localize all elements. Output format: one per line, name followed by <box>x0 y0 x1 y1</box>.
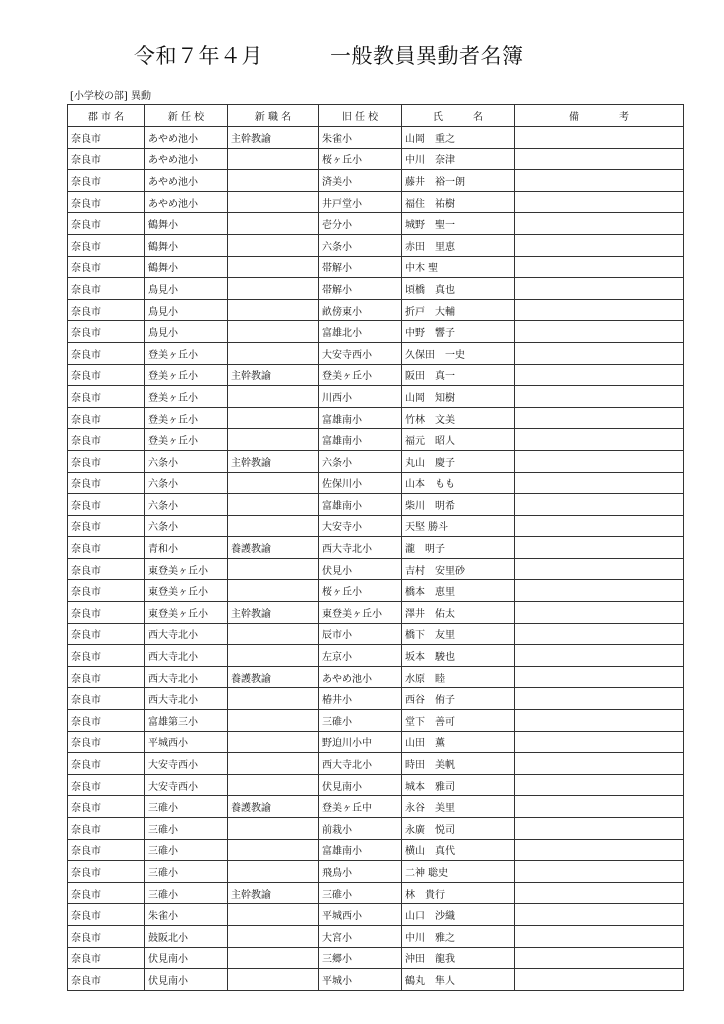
cell-remarks <box>515 969 684 991</box>
cell-district: 奈良市 <box>68 234 145 256</box>
cell-new-position <box>228 407 319 429</box>
cell-new-school: 鼓阪北小 <box>145 925 228 947</box>
cell-previous-school: 壱分小 <box>319 213 402 235</box>
cell-new-school: 鶴舞小 <box>145 256 228 278</box>
cell-district: 奈良市 <box>68 666 145 688</box>
cell-name: 城本 雅司 <box>402 774 515 796</box>
cell-previous-school: 朱雀小 <box>319 127 402 149</box>
cell-district: 奈良市 <box>68 774 145 796</box>
cell-new-school: 鶴舞小 <box>145 234 228 256</box>
cell-remarks <box>515 623 684 645</box>
cell-new-school: 東登美ヶ丘小 <box>145 558 228 580</box>
cell-name: 福元 昭人 <box>402 429 515 451</box>
cell-new-school: 六条小 <box>145 472 228 494</box>
cell-previous-school: 佐保川小 <box>319 472 402 494</box>
cell-remarks <box>515 580 684 602</box>
cell-new-position: 養護教諭 <box>228 796 319 818</box>
cell-name: 永谷 美里 <box>402 796 515 818</box>
cell-new-school: あやめ池小 <box>145 170 228 192</box>
cell-remarks <box>515 774 684 796</box>
cell-new-position <box>228 234 319 256</box>
cell-previous-school: 六条小 <box>319 234 402 256</box>
cell-previous-school: 伏見南小 <box>319 774 402 796</box>
cell-district: 奈良市 <box>68 645 145 667</box>
cell-new-school: 登美ヶ丘小 <box>145 342 228 364</box>
cell-new-position: 養護教諭 <box>228 666 319 688</box>
cell-district: 奈良市 <box>68 386 145 408</box>
cell-new-position <box>228 321 319 343</box>
cell-district: 奈良市 <box>68 688 145 710</box>
cell-district: 奈良市 <box>68 299 145 321</box>
cell-district: 奈良市 <box>68 839 145 861</box>
cell-name: 橋下 友里 <box>402 623 515 645</box>
cell-remarks <box>515 494 684 516</box>
cell-new-position <box>228 774 319 796</box>
cell-remarks <box>515 537 684 559</box>
cell-name: 山岡 重之 <box>402 127 515 149</box>
cell-new-position <box>228 299 319 321</box>
cell-previous-school: 帯解小 <box>319 278 402 300</box>
cell-new-school: 六条小 <box>145 494 228 516</box>
cell-name: 阪田 真一 <box>402 364 515 386</box>
cell-previous-school: 畝傍東小 <box>319 299 402 321</box>
cell-district: 奈良市 <box>68 472 145 494</box>
table-row <box>68 342 684 364</box>
table-row <box>68 645 684 667</box>
cell-remarks <box>515 925 684 947</box>
cell-remarks <box>515 170 684 192</box>
table-row <box>68 321 684 343</box>
cell-new-position <box>228 904 319 926</box>
cell-district: 奈良市 <box>68 796 145 818</box>
cell-previous-school: 富雄南小 <box>319 839 402 861</box>
cell-new-position: 養護教諭 <box>228 537 319 559</box>
table-row <box>68 450 684 472</box>
cell-new-position <box>228 278 319 300</box>
cell-previous-school: 富雄南小 <box>319 407 402 429</box>
cell-new-position <box>228 191 319 213</box>
title-date: 令和７年４月 <box>134 44 263 68</box>
table-row <box>68 796 684 818</box>
cell-new-position <box>228 818 319 840</box>
cell-remarks <box>515 364 684 386</box>
header-previous-school: 旧 任 校 <box>319 105 402 127</box>
cell-new-school: 伏見南小 <box>145 947 228 969</box>
table-row <box>68 170 684 192</box>
cell-new-position <box>228 342 319 364</box>
cell-name: 水原 睦 <box>402 666 515 688</box>
table-row <box>68 904 684 926</box>
cell-new-school: 登美ヶ丘小 <box>145 386 228 408</box>
cell-previous-school: 平城西小 <box>319 904 402 926</box>
cell-name: 橋本 恵里 <box>402 580 515 602</box>
cell-new-position <box>228 925 319 947</box>
cell-name: 沖田 龍我 <box>402 947 515 969</box>
cell-name: 林 貴行 <box>402 882 515 904</box>
table-row <box>68 925 684 947</box>
cell-remarks <box>515 127 684 149</box>
cell-new-school: 大安寺西小 <box>145 753 228 775</box>
header-new-school: 新 任 校 <box>145 105 228 127</box>
table-row <box>68 364 684 386</box>
cell-new-position <box>228 580 319 602</box>
cell-new-school: 三碓小 <box>145 796 228 818</box>
cell-remarks <box>515 839 684 861</box>
cell-new-position <box>228 558 319 580</box>
cell-district: 奈良市 <box>68 191 145 213</box>
cell-name: 折戸 大輔 <box>402 299 515 321</box>
cell-new-school: 伏見南小 <box>145 969 228 991</box>
cell-new-school: 三碓小 <box>145 839 228 861</box>
cell-previous-school: 東登美ヶ丘小 <box>319 602 402 624</box>
cell-new-position <box>228 213 319 235</box>
cell-new-position <box>228 947 319 969</box>
cell-new-school: 朱雀小 <box>145 904 228 926</box>
cell-previous-school: 桜ヶ丘小 <box>319 148 402 170</box>
cell-district: 奈良市 <box>68 818 145 840</box>
cell-new-school: 登美ヶ丘小 <box>145 429 228 451</box>
cell-district: 奈良市 <box>68 127 145 149</box>
table-row <box>68 256 684 278</box>
cell-new-school: 西大寺北小 <box>145 623 228 645</box>
cell-remarks <box>515 256 684 278</box>
cell-previous-school: 桜ヶ丘小 <box>319 580 402 602</box>
cell-previous-school: 川西小 <box>319 386 402 408</box>
cell-remarks <box>515 342 684 364</box>
cell-name: 西谷 侑子 <box>402 688 515 710</box>
cell-name: 永廣 悦司 <box>402 818 515 840</box>
cell-previous-school: 西大寺北小 <box>319 753 402 775</box>
transfer-roster-table <box>67 104 684 991</box>
table-row <box>68 580 684 602</box>
cell-new-position <box>228 170 319 192</box>
cell-district: 奈良市 <box>68 148 145 170</box>
table-row <box>68 299 684 321</box>
table-body <box>68 127 684 991</box>
cell-name: 二神 聡史 <box>402 861 515 883</box>
table-row <box>68 537 684 559</box>
cell-district: 奈良市 <box>68 321 145 343</box>
table-row <box>68 602 684 624</box>
cell-remarks <box>515 321 684 343</box>
table-row <box>68 969 684 991</box>
table-row <box>68 688 684 710</box>
cell-remarks <box>515 861 684 883</box>
cell-new-school: 三碓小 <box>145 882 228 904</box>
cell-name: 城野 聖一 <box>402 213 515 235</box>
cell-name: 中川 奈津 <box>402 148 515 170</box>
cell-new-position <box>228 623 319 645</box>
cell-remarks <box>515 731 684 753</box>
cell-new-school: 登美ヶ丘小 <box>145 364 228 386</box>
cell-new-position <box>228 148 319 170</box>
cell-name: 中川 雅之 <box>402 925 515 947</box>
cell-name: 天堅 勝斗 <box>402 515 515 537</box>
cell-remarks <box>515 645 684 667</box>
cell-previous-school: 伏見小 <box>319 558 402 580</box>
cell-name: 坂本 駿也 <box>402 645 515 667</box>
cell-remarks <box>515 278 684 300</box>
cell-name: 横山 真代 <box>402 839 515 861</box>
table-row <box>68 515 684 537</box>
cell-district: 奈良市 <box>68 170 145 192</box>
cell-remarks <box>515 234 684 256</box>
table-row <box>68 191 684 213</box>
cell-previous-school: 飛鳥小 <box>319 861 402 883</box>
cell-name: 鶴丸 隼人 <box>402 969 515 991</box>
table-row <box>68 234 684 256</box>
cell-district: 奈良市 <box>68 450 145 472</box>
cell-district: 奈良市 <box>68 278 145 300</box>
cell-previous-school: 富雄北小 <box>319 321 402 343</box>
cell-new-school: 青和小 <box>145 537 228 559</box>
header-new-position: 新 職 名 <box>228 105 319 127</box>
cell-new-school: 大安寺西小 <box>145 774 228 796</box>
cell-new-position: 主幹教諭 <box>228 127 319 149</box>
cell-previous-school: 大安寺小 <box>319 515 402 537</box>
cell-new-position <box>228 710 319 732</box>
cell-previous-school: 前栽小 <box>319 818 402 840</box>
table-row <box>68 818 684 840</box>
cell-new-school: 六条小 <box>145 450 228 472</box>
cell-remarks <box>515 191 684 213</box>
header-district: 郡 市 名 <box>68 105 145 127</box>
cell-new-position: 主幹教諭 <box>228 882 319 904</box>
cell-remarks <box>515 818 684 840</box>
cell-new-school: 鳥見小 <box>145 321 228 343</box>
cell-new-position: 主幹教諭 <box>228 364 319 386</box>
cell-name: 瀧 明子 <box>402 537 515 559</box>
table-row <box>68 861 684 883</box>
cell-district: 奈良市 <box>68 623 145 645</box>
cell-previous-school: 富雄南小 <box>319 494 402 516</box>
cell-name: 山本 もも <box>402 472 515 494</box>
cell-new-position: 主幹教諭 <box>228 450 319 472</box>
cell-district: 奈良市 <box>68 537 145 559</box>
cell-remarks <box>515 688 684 710</box>
cell-previous-school: 済美小 <box>319 170 402 192</box>
cell-previous-school: 西大寺北小 <box>319 537 402 559</box>
cell-new-position <box>228 472 319 494</box>
cell-remarks <box>515 602 684 624</box>
table-row <box>68 623 684 645</box>
cell-district: 奈良市 <box>68 429 145 451</box>
cell-new-position <box>228 753 319 775</box>
cell-new-school: あやめ池小 <box>145 148 228 170</box>
cell-new-position <box>228 861 319 883</box>
cell-new-position <box>228 429 319 451</box>
table-row <box>68 213 684 235</box>
cell-new-position <box>228 256 319 278</box>
table-row <box>68 386 684 408</box>
cell-previous-school: 三碓小 <box>319 882 402 904</box>
table-row <box>68 882 684 904</box>
cell-previous-school: あやめ池小 <box>319 666 402 688</box>
cell-new-school: 西大寺北小 <box>145 688 228 710</box>
cell-new-school: 六条小 <box>145 515 228 537</box>
table-row <box>68 774 684 796</box>
cell-name: 久保田 一史 <box>402 342 515 364</box>
cell-district: 奈良市 <box>68 494 145 516</box>
cell-new-school: 三碓小 <box>145 861 228 883</box>
cell-name: 福住 祐樹 <box>402 191 515 213</box>
cell-previous-school: 帯解小 <box>319 256 402 278</box>
cell-district: 奈良市 <box>68 882 145 904</box>
section-label: [小学校の部] 異動 <box>70 91 151 102</box>
table-row <box>68 558 684 580</box>
cell-previous-school: 大安寺西小 <box>319 342 402 364</box>
table-header-row <box>68 105 684 127</box>
cell-new-school: あやめ池小 <box>145 127 228 149</box>
cell-previous-school: 登美ヶ丘小 <box>319 364 402 386</box>
cell-previous-school: 三碓小 <box>319 710 402 732</box>
cell-name: 藤井 裕一朗 <box>402 170 515 192</box>
cell-new-school: 富雄第三小 <box>145 710 228 732</box>
cell-remarks <box>515 386 684 408</box>
cell-district: 奈良市 <box>68 925 145 947</box>
cell-remarks <box>515 148 684 170</box>
cell-new-school: 鳥見小 <box>145 299 228 321</box>
cell-remarks <box>515 299 684 321</box>
cell-name: 山岡 知樹 <box>402 386 515 408</box>
cell-remarks <box>515 213 684 235</box>
table-row <box>68 148 684 170</box>
cell-previous-school: 左京小 <box>319 645 402 667</box>
table-row <box>68 429 684 451</box>
cell-remarks <box>515 558 684 580</box>
cell-name: 堂下 善可 <box>402 710 515 732</box>
cell-name: 赤田 里恵 <box>402 234 515 256</box>
cell-new-school: 平城西小 <box>145 731 228 753</box>
cell-district: 奈良市 <box>68 213 145 235</box>
cell-new-position <box>228 494 319 516</box>
cell-name: 澤井 佑太 <box>402 602 515 624</box>
cell-new-position <box>228 969 319 991</box>
cell-new-position: 主幹教諭 <box>228 602 319 624</box>
cell-name: 吉村 安里砂 <box>402 558 515 580</box>
cell-name: 柴川 明希 <box>402 494 515 516</box>
cell-previous-school: 井戸堂小 <box>319 191 402 213</box>
cell-previous-school: 野迫川小中 <box>319 731 402 753</box>
cell-remarks <box>515 796 684 818</box>
cell-remarks <box>515 450 684 472</box>
cell-new-position <box>228 386 319 408</box>
cell-new-position <box>228 688 319 710</box>
document-title <box>0 40 724 74</box>
cell-new-school: 東登美ヶ丘小 <box>145 602 228 624</box>
cell-name: 頃橋 真也 <box>402 278 515 300</box>
cell-previous-school: 大宮小 <box>319 925 402 947</box>
cell-district: 奈良市 <box>68 861 145 883</box>
table-row <box>68 494 684 516</box>
cell-name: 中木 聖 <box>402 256 515 278</box>
cell-district: 奈良市 <box>68 256 145 278</box>
cell-previous-school: 六条小 <box>319 450 402 472</box>
table-row <box>68 710 684 732</box>
cell-new-school: 東登美ヶ丘小 <box>145 580 228 602</box>
cell-district: 奈良市 <box>68 364 145 386</box>
cell-remarks <box>515 429 684 451</box>
cell-remarks <box>515 947 684 969</box>
cell-new-school: 登美ヶ丘小 <box>145 407 228 429</box>
table-row <box>68 839 684 861</box>
cell-district: 奈良市 <box>68 580 145 602</box>
cell-previous-school: 椿井小 <box>319 688 402 710</box>
header-name: 氏 名 <box>402 105 515 127</box>
cell-name: 丸山 慶子 <box>402 450 515 472</box>
cell-new-school: 三碓小 <box>145 818 228 840</box>
table-row <box>68 731 684 753</box>
cell-remarks <box>515 710 684 732</box>
cell-remarks <box>515 515 684 537</box>
cell-remarks <box>515 407 684 429</box>
table-row <box>68 753 684 775</box>
cell-name: 山口 沙織 <box>402 904 515 926</box>
cell-district: 奈良市 <box>68 558 145 580</box>
cell-previous-school: 辰市小 <box>319 623 402 645</box>
cell-name: 時田 美帆 <box>402 753 515 775</box>
cell-previous-school: 平城小 <box>319 969 402 991</box>
cell-previous-school: 登美ヶ丘中 <box>319 796 402 818</box>
cell-district: 奈良市 <box>68 753 145 775</box>
table-row <box>68 127 684 149</box>
table-row <box>68 947 684 969</box>
table-row <box>68 472 684 494</box>
cell-district: 奈良市 <box>68 731 145 753</box>
cell-district: 奈良市 <box>68 969 145 991</box>
title-heading: 一般教員異動者名簿 <box>330 44 524 68</box>
cell-district: 奈良市 <box>68 342 145 364</box>
table-row <box>68 666 684 688</box>
cell-name: 山田 薫 <box>402 731 515 753</box>
cell-name: 中野 響子 <box>402 321 515 343</box>
cell-district: 奈良市 <box>68 602 145 624</box>
cell-previous-school: 富雄南小 <box>319 429 402 451</box>
header-remarks: 備 考 <box>515 105 684 127</box>
cell-new-school: 鳥見小 <box>145 278 228 300</box>
cell-new-school: あやめ池小 <box>145 191 228 213</box>
cell-remarks <box>515 472 684 494</box>
cell-previous-school: 三郷小 <box>319 947 402 969</box>
cell-remarks <box>515 666 684 688</box>
cell-district: 奈良市 <box>68 407 145 429</box>
cell-new-position <box>228 515 319 537</box>
cell-new-position <box>228 731 319 753</box>
cell-name: 竹林 文美 <box>402 407 515 429</box>
cell-new-position <box>228 645 319 667</box>
cell-district: 奈良市 <box>68 904 145 926</box>
cell-new-school: 西大寺北小 <box>145 666 228 688</box>
cell-district: 奈良市 <box>68 947 145 969</box>
cell-district: 奈良市 <box>68 515 145 537</box>
cell-remarks <box>515 753 684 775</box>
cell-new-school: 鶴舞小 <box>145 213 228 235</box>
cell-district: 奈良市 <box>68 710 145 732</box>
cell-new-position <box>228 839 319 861</box>
cell-remarks <box>515 882 684 904</box>
table-row <box>68 407 684 429</box>
cell-remarks <box>515 904 684 926</box>
table-row <box>68 278 684 300</box>
cell-new-school: 西大寺北小 <box>145 645 228 667</box>
